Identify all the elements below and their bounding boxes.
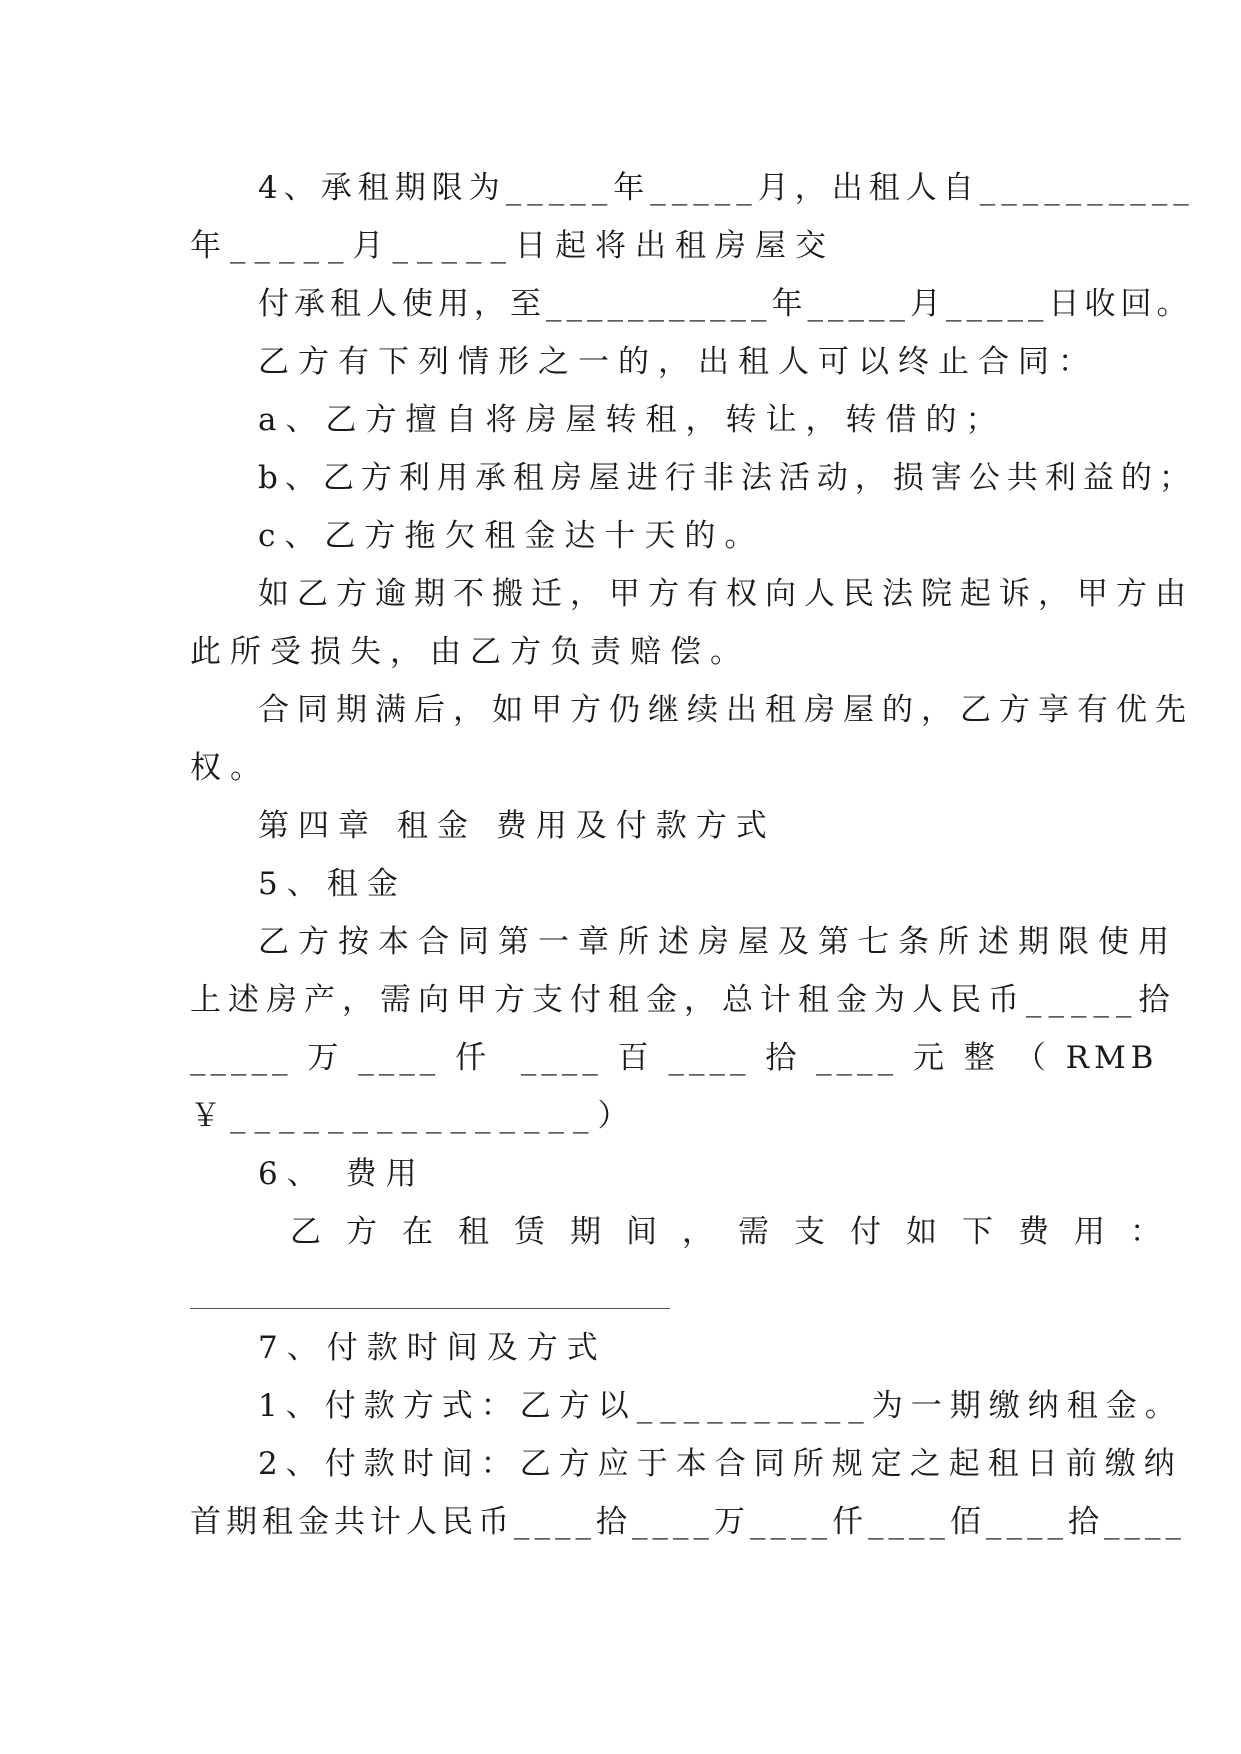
clause-5-heading: 5、租金: [258, 866, 407, 902]
termination-item-c: c、乙方拖欠租金达十天的。: [258, 518, 765, 554]
priority-line-1: 合同期满后，如甲方仍继续出租房屋的，乙方享有优先: [258, 692, 1194, 728]
payment-time-line-1: 2、付款时间：乙方应于本合同所规定之起租日前缴纳: [258, 1446, 1183, 1482]
rent-line-3: _____ 万 ____ 仟 ____ 百 ____ 拾 ____ 元 整 （ RMB: [190, 1040, 1159, 1076]
fees-line: 乙方在租赁期间，需支付如下费用：: [290, 1214, 1186, 1250]
clause-4-line-2: 年_____月_____日起将出租房屋交: [190, 228, 835, 264]
rent-line-2: 上述房产，需向甲方支付租金，总计租金为人民币_____拾: [190, 982, 1177, 1018]
fees-blank-underline: [190, 1308, 670, 1309]
payment-time-line-2: 首期租金共计人民币____拾____万____仟____佰____拾____: [190, 1504, 1186, 1540]
payment-method-line: 1、付款方式：乙方以__________为一期缴纳租金。: [258, 1388, 1184, 1424]
clause-4-line-3: 付承租人使用，至___________年_____月_____日收回。: [258, 286, 1193, 322]
rent-line-1: 乙方按本合同第一章所述房屋及第七条所述期限使用: [258, 924, 1178, 960]
chapter-4-heading: 第四章 租金 费用及付款方式: [258, 808, 776, 844]
termination-item-b: b、乙方利用承租房屋进行非法活动，损害公共利益的；: [258, 460, 1197, 496]
rent-line-4: ￥_______________）: [190, 1098, 638, 1134]
termination-item-a: a、乙方擅自将房屋转租，转让，转借的；: [258, 402, 1006, 438]
lawsuit-line-2: 此所受损失，由乙方负责赔偿。: [190, 634, 750, 670]
clause-4-line-1: 4、承租期限为_____年_____月，出租人自__________: [258, 170, 1195, 206]
lawsuit-line-1: 如乙方逾期不搬迁，甲方有权向人民法院起诉，甲方由: [258, 576, 1194, 612]
priority-line-2: 权。: [190, 750, 270, 786]
termination-intro: 乙方有下列情形之一的，出租人可以终止合同：: [258, 344, 1098, 380]
clause-6-heading: 6、 费用: [258, 1156, 426, 1192]
clause-7-heading: 7、付款时间及方式: [258, 1330, 607, 1366]
